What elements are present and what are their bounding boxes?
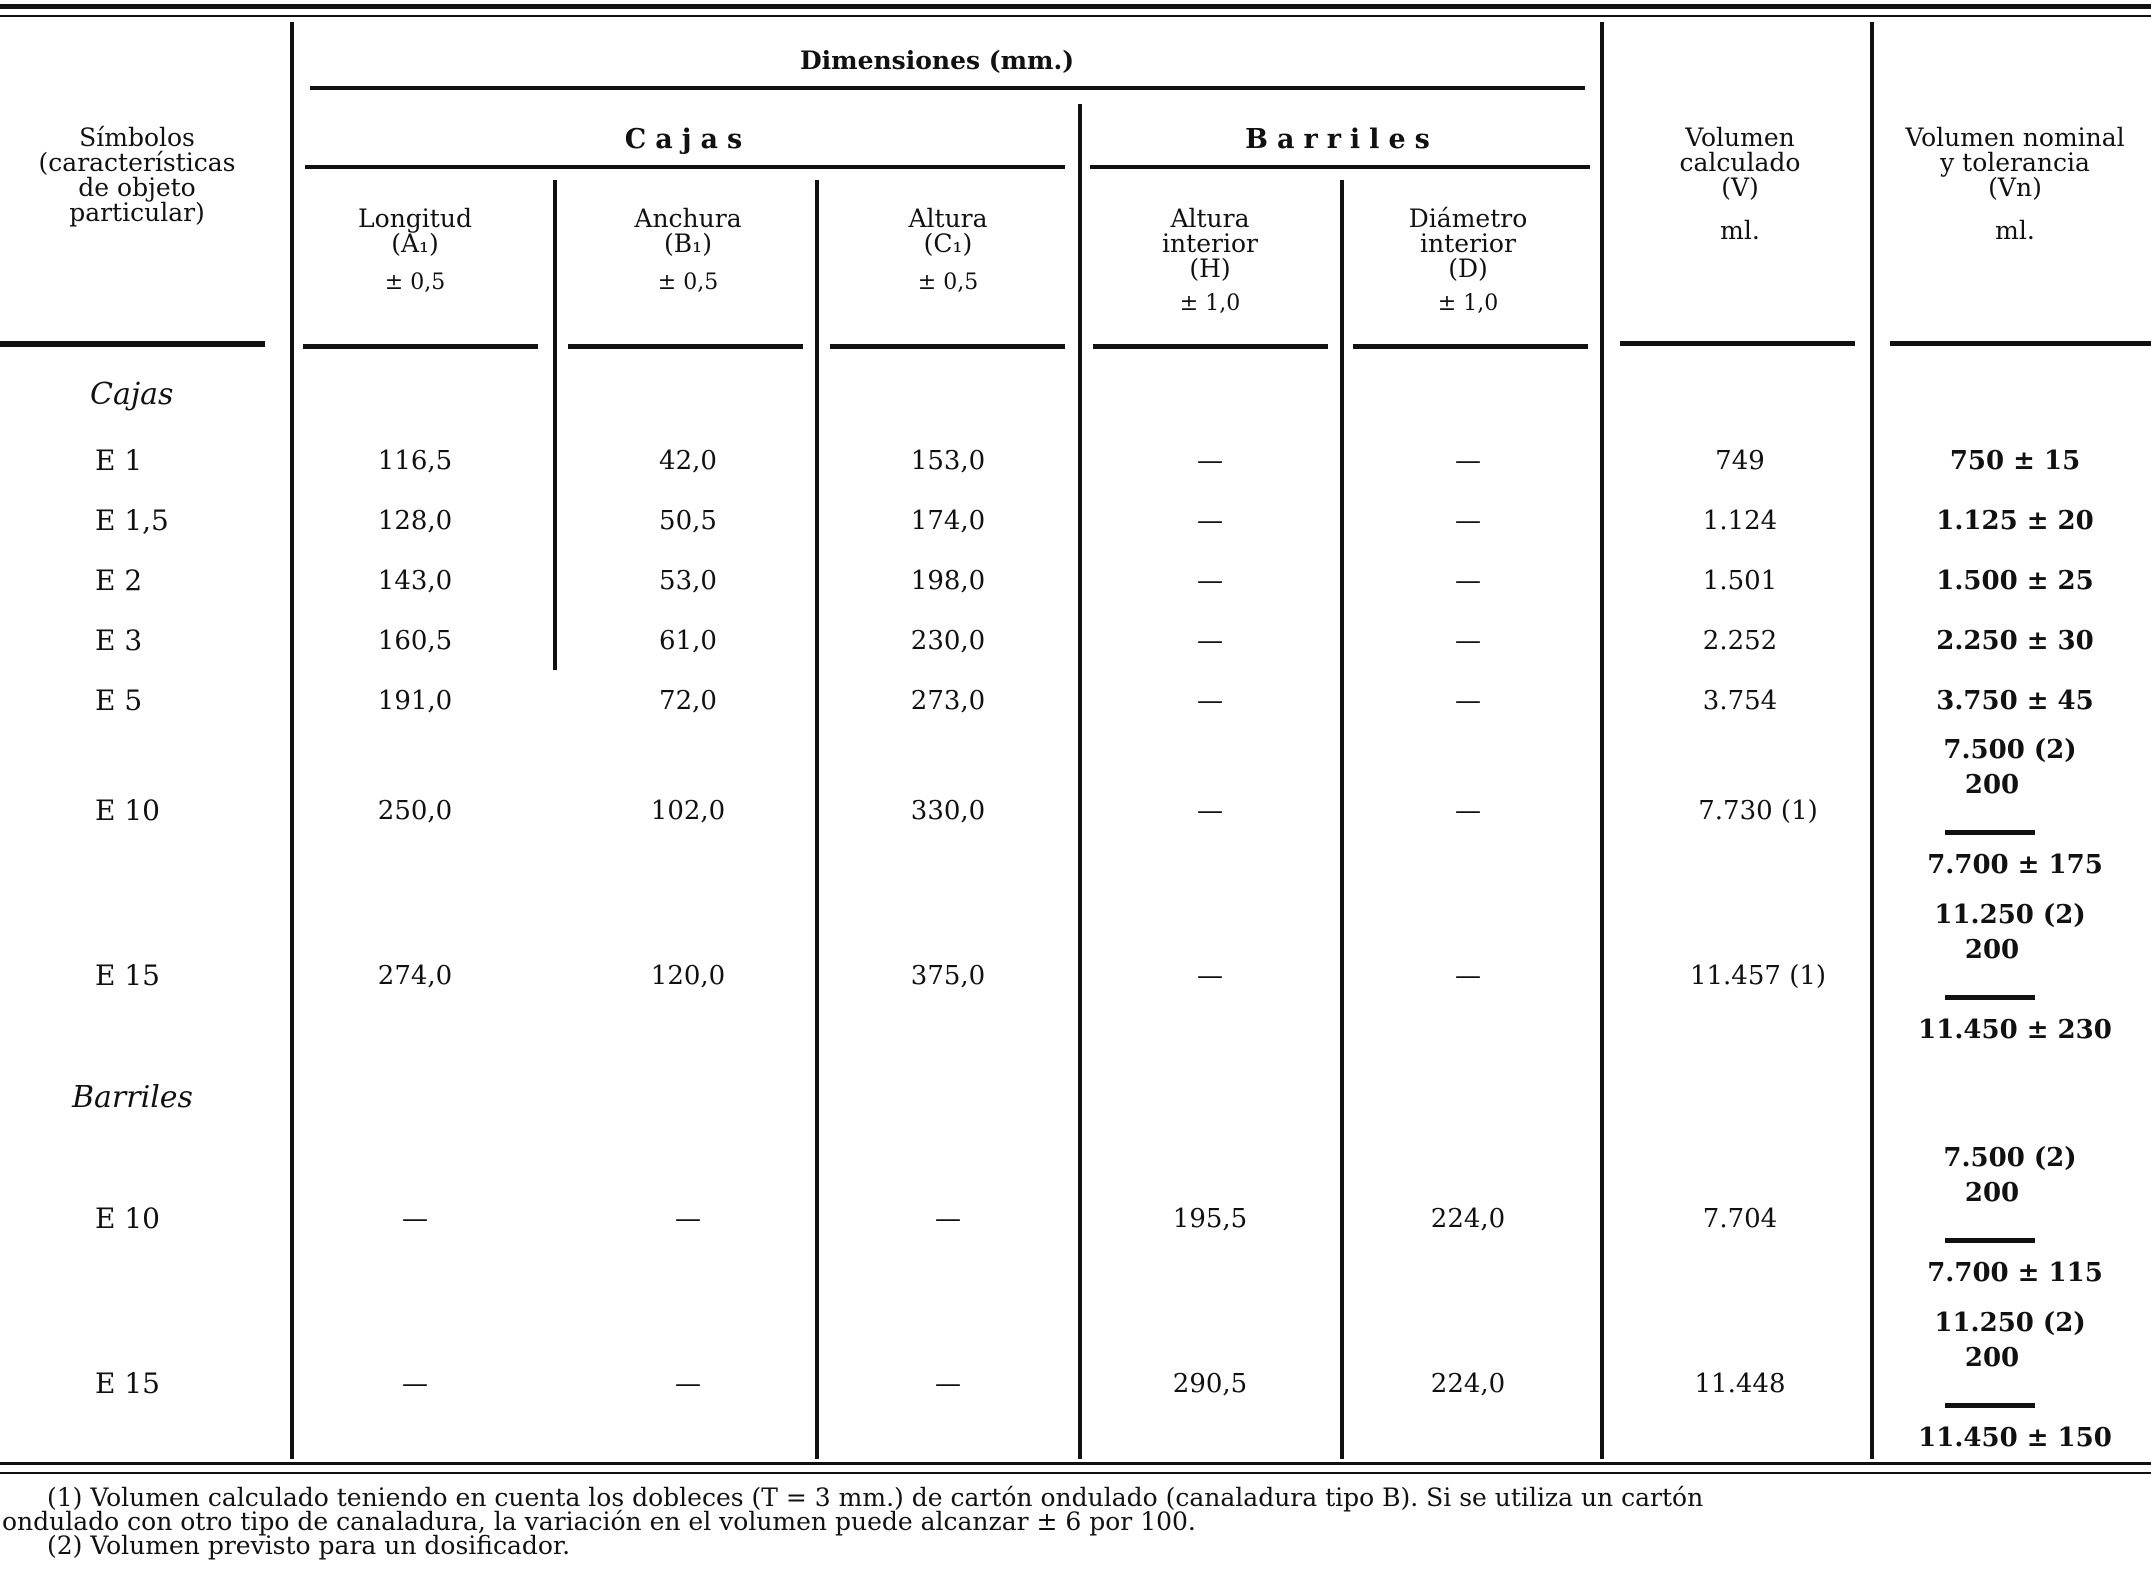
- section-barriles: Barriles: [72, 1080, 193, 1115]
- row-symbol: E 2: [95, 564, 143, 597]
- cell-a: 116,5: [377, 446, 453, 476]
- vn-fraction-bar: [1945, 830, 2035, 835]
- cell-c: 153,0: [910, 446, 986, 476]
- vn-fraction-bar: [1945, 1238, 2035, 1243]
- cell-vn-bottom: 11.450 ± 230: [1918, 1015, 2112, 1045]
- footnote-1-cont: ondulado con otro tipo de canaladura, la variación en el volumen puede alcanzar ± 6 por 100.: [2, 1507, 1196, 1536]
- header-diametro-interior: Diámetro interior (D) ± 1,0: [1408, 204, 1528, 316]
- row-symbol: E 5: [95, 684, 143, 717]
- cell-c: 330,0: [910, 796, 986, 826]
- cell-vn-top: 7.500 (2): [1943, 735, 2077, 765]
- cell-vn-bottom: 11.450 ± 150: [1918, 1423, 2112, 1453]
- top-rule-thin: [0, 15, 2151, 17]
- dimensiones-rule: [310, 86, 1585, 90]
- cell-h: —: [1197, 686, 1223, 716]
- cell-volumen: 3.754: [1702, 686, 1778, 716]
- header-altura: Altura (C₁) ± 0,5: [908, 204, 988, 295]
- cell-vn-mid: 200: [1964, 1343, 2020, 1373]
- cell-h: —: [1197, 506, 1223, 536]
- header-barriles: Barriles: [1245, 124, 1439, 155]
- cell-b: 42,0: [659, 446, 717, 476]
- header-rule-symbols: [0, 341, 265, 347]
- cell-volumen: 11.448: [1694, 1369, 1786, 1399]
- cell-a: 160,5: [377, 626, 453, 656]
- cell-volumen-nominal: 3.750 ± 45: [1936, 686, 2094, 716]
- cell-vn-bottom: 7.700 ± 175: [1927, 850, 2103, 880]
- header-rule-nominal: [1890, 341, 2151, 346]
- cell-b: 102,0: [650, 796, 726, 826]
- header-volumen-nominal: Volumen nominal y tolerancia (Vn) ml.: [1905, 123, 2125, 245]
- cell-volumen: 1.501: [1702, 566, 1778, 596]
- cell-vn-mid: 200: [1964, 935, 2020, 965]
- cell-volumen: 7.704: [1702, 1204, 1778, 1234]
- header-anchura: Anchura (B₁) ± 0,5: [634, 204, 742, 295]
- cajas-rule: [305, 165, 1065, 169]
- vn-fraction-bar: [1945, 1403, 2035, 1408]
- cell-volumen: 749: [1715, 446, 1765, 476]
- cell-volumen-nominal: 750 ± 15: [1949, 446, 2081, 476]
- cell-d: 224,0: [1430, 1204, 1506, 1234]
- divider-symbols: [290, 22, 294, 1459]
- bottom-rule: [0, 1462, 2151, 1465]
- row-symbol: E 10: [95, 1202, 160, 1235]
- cell-b: 72,0: [659, 686, 717, 716]
- cell-vn-mid: 200: [1964, 1178, 2020, 1208]
- cell-h: —: [1197, 961, 1223, 991]
- header-rule-altura: [830, 344, 1065, 349]
- cell-a: 128,0: [377, 506, 453, 536]
- cell-h: 195,5: [1172, 1204, 1248, 1234]
- cell-h: —: [1197, 796, 1223, 826]
- cell-d: 224,0: [1430, 1369, 1506, 1399]
- cell-a: —: [402, 1204, 428, 1234]
- cell-volumen-nominal: 1.500 ± 25: [1936, 566, 2094, 596]
- cell-h: —: [1197, 566, 1223, 596]
- cell-c: 273,0: [910, 686, 986, 716]
- cell-c: 174,0: [910, 506, 986, 536]
- cell-b: 120,0: [650, 961, 726, 991]
- row-symbol: E 1,5: [95, 504, 169, 537]
- cell-vn-top: 11.250 (2): [1934, 900, 2086, 930]
- cell-volumen-nominal: 2.250 ± 30: [1936, 626, 2094, 656]
- cell-c: —: [935, 1204, 961, 1234]
- cell-d: —: [1455, 686, 1481, 716]
- header-longitud: Longitud (A₁) ± 0,5: [358, 204, 472, 295]
- vn-fraction-bar: [1945, 995, 2035, 1000]
- cell-vn-top: 7.500 (2): [1943, 1143, 2077, 1173]
- divider-longitud: [553, 180, 557, 670]
- barriles-rule: [1090, 165, 1590, 169]
- header-rule-altura-int: [1093, 344, 1328, 349]
- cell-a: 250,0: [377, 796, 453, 826]
- cell-d: —: [1455, 506, 1481, 536]
- row-symbol: E 10: [95, 794, 160, 827]
- row-symbol: E 1: [95, 444, 143, 477]
- divider-nominal: [1870, 22, 1874, 1459]
- header-rule-volumen: [1620, 341, 1855, 346]
- cell-h: —: [1197, 446, 1223, 476]
- cell-volumen: 11.457 (1): [1689, 961, 1827, 991]
- cell-b: 53,0: [659, 566, 717, 596]
- divider-volumen: [1600, 22, 1604, 1459]
- header-simbolos: Símbolos (características de objeto particular): [38, 123, 236, 227]
- cell-b: 50,5: [659, 506, 717, 536]
- cell-a: 191,0: [377, 686, 453, 716]
- header-volumen-calculado: Volumen calculado (V) ml.: [1679, 123, 1801, 245]
- header-rule-longitud: [303, 344, 538, 349]
- cell-d: —: [1455, 566, 1481, 596]
- row-symbol: E 3: [95, 624, 143, 657]
- header-rule-diametro: [1353, 344, 1588, 349]
- footnote-2: (2) Volumen previsto para un dosificador.: [47, 1531, 571, 1560]
- header-dimensiones: Dimensiones (mm.): [799, 46, 1075, 75]
- cell-volumen-nominal: 1.125 ± 20: [1936, 506, 2094, 536]
- cell-a: —: [402, 1369, 428, 1399]
- header-rule-anchura: [568, 344, 803, 349]
- cell-volumen: 7.730 (1): [1698, 796, 1818, 826]
- cell-c: 198,0: [910, 566, 986, 596]
- cell-vn-mid: 200: [1964, 770, 2020, 800]
- header-altura-interior: Altura interior (H) ± 1,0: [1162, 204, 1258, 316]
- footnotes: [2, 1483, 1704, 1560]
- cell-c: —: [935, 1369, 961, 1399]
- divider-anchura: [815, 180, 819, 1459]
- cell-b: —: [675, 1369, 701, 1399]
- header-cajas: Cajas: [624, 124, 752, 155]
- cell-c: 375,0: [910, 961, 986, 991]
- cell-c: 230,0: [910, 626, 986, 656]
- cell-h: —: [1197, 626, 1223, 656]
- cell-volumen: 2.252: [1702, 626, 1778, 656]
- footnote-1: (1) Volumen calculado teniendo en cuenta los dobleces (T = 3 mm.) de cartón ondulado (canaladura tipo B). Si se utiliza un cartón: [47, 1483, 1704, 1512]
- cell-vn-bottom: 7.700 ± 115: [1927, 1258, 2103, 1288]
- cell-a: 143,0: [377, 566, 453, 596]
- bottom-rule-thin: [0, 1472, 2151, 1474]
- cell-d: —: [1455, 796, 1481, 826]
- cell-h: 290,5: [1172, 1369, 1248, 1399]
- row-symbol: E 15: [95, 1367, 160, 1400]
- cell-volumen: 1.124: [1702, 506, 1778, 536]
- top-rule: [0, 4, 2151, 9]
- cell-d: —: [1455, 446, 1481, 476]
- cell-a: 274,0: [377, 961, 453, 991]
- cell-b: 61,0: [659, 626, 717, 656]
- divider-altura-interior: [1340, 180, 1344, 1459]
- divider-cajas-barriles: [1078, 104, 1082, 1459]
- cell-b: —: [675, 1204, 701, 1234]
- cell-vn-top: 11.250 (2): [1934, 1308, 2086, 1338]
- row-symbol: E 15: [95, 959, 160, 992]
- cell-d: —: [1455, 626, 1481, 656]
- cell-d: —: [1455, 961, 1481, 991]
- section-cajas: Cajas: [90, 377, 174, 412]
